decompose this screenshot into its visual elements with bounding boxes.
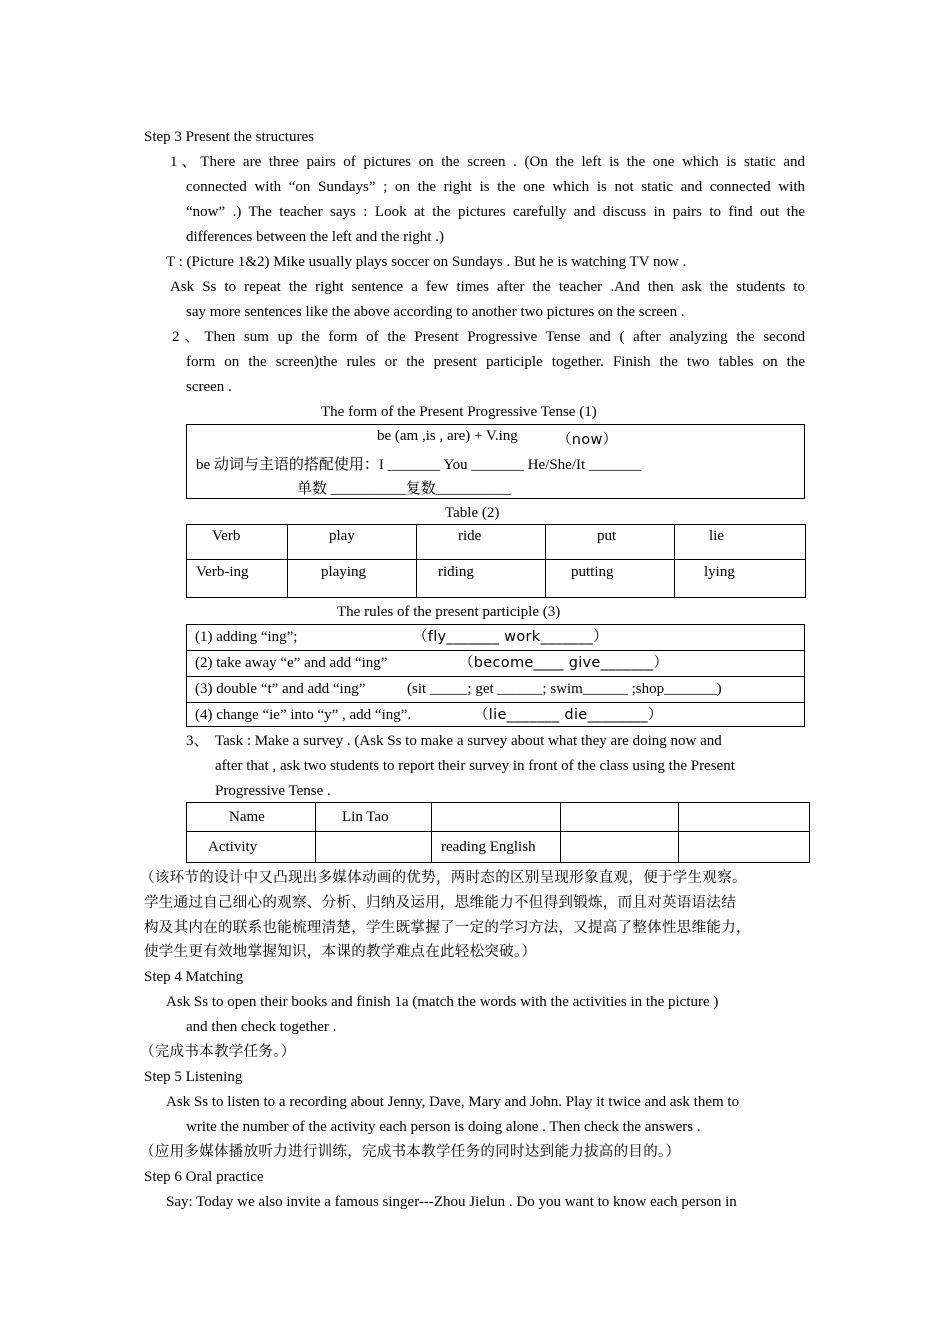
table-cell: Activity — [187, 832, 316, 863]
verb-ing-row — [187, 560, 806, 598]
step4-heading: Step 4 Matching — [144, 969, 244, 985]
rule-examples: （fly_______ work_______） — [413, 629, 609, 645]
table2-caption: Table (2) — [445, 505, 500, 521]
survey-name-row — [187, 803, 810, 832]
step3-item2-line1: 2、Then sum up the form of the Present Progressive Tense and ( after analyzing the second — [172, 329, 805, 345]
rule-text: (2) take away “e” and add “ing” — [195, 655, 388, 671]
step5-heading: Step 5 Listening — [144, 1069, 243, 1085]
step6-line1: Say: Today we also invite a famous singer---Zhou Jielun . Do you want to know each person in — [166, 1194, 737, 1210]
rule-row-2 — [187, 650, 804, 676]
table-cell: reading English — [432, 832, 561, 863]
step3-item1-line3: “now” .) The teacher says : Look at the pictures carefully and discuss in pairs to find out the — [186, 204, 805, 220]
rule-row-3 — [187, 676, 804, 702]
design-note-line2: 学生通过自己细心的观察、分析、归纳及运用，思维能力不但得到锻炼，而且对英语语法结 — [144, 895, 736, 911]
table1-be-line: be 动词与主语的搭配使用：I _______ You _______ He/She/It _______ — [196, 457, 642, 473]
rule-examples: (sit _____; get ______; swim______ ;shop_______) — [407, 681, 722, 697]
step3-item1-line1: 1、There are three pairs of pictures on the screen . (On the left is the one which is static and — [170, 154, 805, 170]
design-note-line4: 使学生更有效地掌握知识，本课的教学难点在此轻松突破。） — [144, 944, 537, 960]
table-cell — [561, 832, 679, 863]
repeat-line1: Ask Ss to repeat the right sentence a few times after the teacher .And then ask the students to — [170, 279, 805, 295]
step3-item3-line2: after that , ask two students to report their survey in front of the class using the Present — [215, 758, 735, 774]
step5-line2: write the number of the activity each person is doing alone . Then check the answers . — [186, 1119, 701, 1135]
verb-row — [187, 525, 806, 560]
table3-caption: The rules of the present participle (3) — [337, 604, 561, 620]
table-cell — [432, 803, 561, 832]
step3-item2-line2: form on the screen)the rules or the present participle together. Finish the two tables on the — [186, 354, 805, 370]
table-cell — [679, 803, 810, 832]
step3-item3-line1: Task : Make a survey . (Ask Ss to make a survey about what they are doing now and — [215, 733, 722, 749]
rules-table — [186, 624, 805, 727]
step4-line1: Ask Ss to open their books and finish 1a (match the words with the activities in the picture ) — [166, 994, 719, 1010]
table-cell: Verb-ing — [187, 560, 288, 598]
table1-caption: The form of the Present Progressive Tense (1) — [321, 404, 597, 420]
table-cell: play — [288, 525, 417, 560]
step3-item2-line3: screen . — [186, 379, 232, 395]
table-cell: lie — [675, 525, 806, 560]
step5-note: （应用多媒体播放听力进行训练，完成书本教学任务的同时达到能力拔高的目的。） — [140, 1144, 681, 1160]
step6-heading: Step 6 Oral practice — [144, 1169, 264, 1185]
step3-heading: Step 3 Present the structures — [144, 129, 314, 145]
table-cell: Lin Tao — [316, 803, 432, 832]
table1-formula: be (am ,is , are) + V.ing — [377, 428, 518, 444]
step3-item1-line2: connected with “on Sundays” ; on the right is the one which is not static and connected with — [186, 179, 805, 195]
step5-line1: Ask Ss to listen to a recording about Jenny, Dave, Mary and John. Play it twice and ask them to — [166, 1094, 740, 1110]
table-cell — [679, 832, 810, 863]
table-cell: lying — [675, 560, 806, 598]
table-cell: put — [546, 525, 675, 560]
table-cell — [561, 803, 679, 832]
rule-row-1 — [187, 625, 804, 650]
table-cell: Name — [187, 803, 316, 832]
table-cell — [316, 832, 432, 863]
step3-item1-line4: differences between the left and the right .) — [186, 229, 444, 245]
repeat-line2: say more sentences like the above according to another two pictures on the screen . — [186, 304, 685, 320]
table-cell: playing — [288, 560, 417, 598]
survey-table — [186, 802, 810, 863]
rule-text: (1) adding “ing”; — [195, 629, 298, 645]
rule-row-4 — [187, 702, 804, 728]
step3-item3-line3: Progressive Tense . — [215, 783, 331, 799]
step4-line2: and then check together . — [186, 1019, 337, 1035]
table-cell: riding — [417, 560, 546, 598]
design-note-line3: 构及其内在的联系也能梳理清楚，学生既掌握了一定的学习方法，又提高了整体性思维能力， — [144, 920, 751, 936]
table-cell: putting — [546, 560, 675, 598]
step4-note: （完成书本教学任务。） — [140, 1044, 296, 1060]
rule-examples: （become____ give_______） — [459, 655, 669, 671]
table1-formula-note: （now） — [557, 432, 618, 448]
design-note-line1: （该环节的设计中又凸现出多媒体动画的优势，两时态的区别呈现形象直观，便于学生观察。 — [140, 870, 747, 886]
rule-text: (4) change “ie” into “y” , add “ing”. — [195, 707, 412, 723]
verb-table — [186, 524, 806, 598]
teacher-line: T : (Picture 1&2) Mike usually plays soccer on Sundays . But he is watching TV now . — [166, 254, 687, 270]
table1-box — [186, 424, 805, 499]
table-cell: Verb — [187, 525, 288, 560]
table-cell: ride — [417, 525, 546, 560]
step3-item3-number: 3、 — [186, 733, 209, 749]
survey-activity-row — [187, 832, 810, 863]
rule-examples: （lie_______ die________） — [474, 707, 663, 723]
table1-number-line: 单数 __________复数__________ — [297, 481, 511, 497]
rule-text: (3) double “t” and add “ing” — [195, 681, 366, 697]
